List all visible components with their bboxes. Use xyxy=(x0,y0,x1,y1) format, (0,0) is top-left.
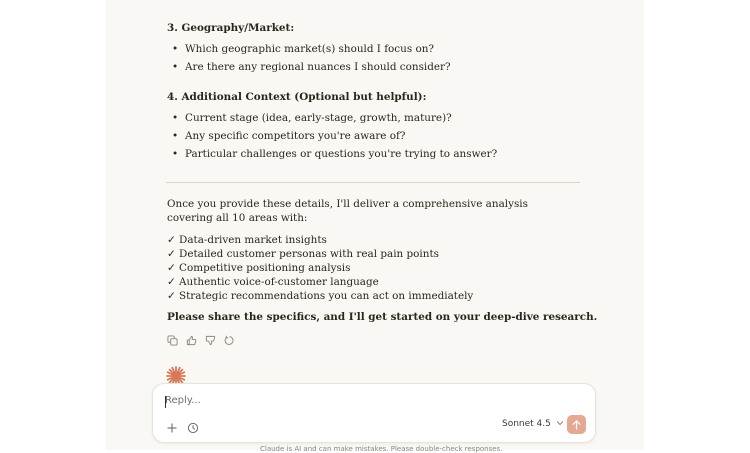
thumbs-up-icon[interactable] xyxy=(185,334,197,346)
bullet-icon: • xyxy=(172,148,179,160)
reply-composer xyxy=(152,383,596,443)
checklist-item: ✓ Detailed customer personas with real pain points xyxy=(167,248,439,260)
list-item-text: Any specific competitors you're aware of? xyxy=(185,130,406,142)
closing-statement: Please share the specifics, and I'll get started on your deep-dive research. xyxy=(167,311,598,323)
list-item-text: Current stage (idea, early-stage, growth, mature)? xyxy=(185,112,452,124)
bullet-icon: • xyxy=(172,130,179,142)
retry-icon[interactable] xyxy=(223,334,235,346)
disclaimer-text: Claude is AI and can make mistakes. Please double-check responses. xyxy=(260,445,503,453)
plus-icon[interactable] xyxy=(166,419,178,431)
clock-icon[interactable] xyxy=(187,419,199,431)
message-actions xyxy=(166,334,235,346)
checklist-item: ✓ Strategic recommendations you can act on immediately xyxy=(167,290,474,302)
summary-intro: Once you provide these details, I'll deliver a comprehensive analysis covering all 10 areas with: xyxy=(167,198,528,224)
thumbs-down-icon[interactable] xyxy=(204,334,216,346)
model-selector[interactable] xyxy=(502,419,564,429)
list-item-text: Which geographic market(s) should I focus on? xyxy=(185,43,434,55)
bullet-icon: • xyxy=(172,43,179,55)
divider xyxy=(166,182,580,183)
section-heading: 3. Geography/Market: xyxy=(167,22,295,34)
send-button[interactable] xyxy=(567,415,586,434)
text-caret xyxy=(165,396,166,408)
checklist-item: ✓ Competitive positioning analysis xyxy=(167,262,351,274)
checklist-item: ✓ Data-driven market insights xyxy=(167,234,327,246)
bullet-icon: • xyxy=(172,61,179,73)
list-item-text: Particular challenges or questions you're trying to answer? xyxy=(185,148,498,160)
bullet-icon: • xyxy=(172,112,179,124)
chevron-down-icon xyxy=(556,419,564,429)
checklist-item: ✓ Authentic voice-of-customer language xyxy=(167,276,379,288)
section-heading: 4. Additional Context (Optional but helpful): xyxy=(167,91,427,103)
list-item-text: Are there any regional nuances I should consider? xyxy=(185,61,451,73)
copy-icon[interactable] xyxy=(166,334,178,346)
reply-input[interactable] xyxy=(165,395,565,406)
model-label: Sonnet 4.5 xyxy=(502,419,551,429)
arrow-up-icon xyxy=(572,415,581,434)
